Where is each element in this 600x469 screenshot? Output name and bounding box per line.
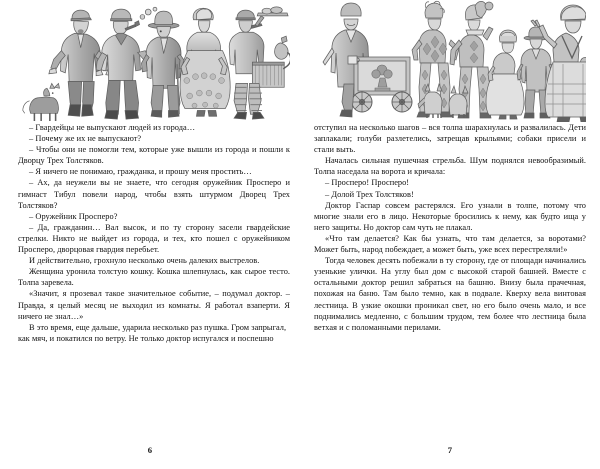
paragraph: «Значит, я прозевал такое значительное событие, – подумал доктор. – Правда, я целый месяц не выходил из комнаты. Я работал взаперти. Я ничего не знал…» (18, 289, 290, 321)
left-page-text (18, 122, 290, 344)
figure-vendor-with-tray (229, 7, 290, 119)
paragraph: – Чтобы они не помогли тем, которые уже вышли из города и пошли к Дворцу Трех Толстяков. (18, 145, 290, 166)
figure-cart-vendor (323, 3, 412, 117)
cat-figure (23, 83, 60, 121)
paragraph: – Гвардейцы не выпускают людей из города… (29, 123, 196, 132)
paragraph: – Ах, да неужели вы не знаете, что сегодня оружейник Просперо и гимнаст Тибул повели народ, чтобы взять штурмом Дворец Трех Толстяков? (18, 178, 290, 210)
paragraph: – Почему же их не выпускают? (29, 134, 142, 144)
figure-gentleman-with-cane (141, 11, 184, 117)
paragraph: Тогда человек десять побежали в ту сторону, где от площади начинались узенькие улички. На углу был дом с высокой старой башней. Вместе с остальными доктор решил забраться на башню. Внизу была прачечная, похожая на баню. Там было темно, как в подвале. Кверху вела винтовая лестница. В узкие окошки проникал свет, но его было очень мало, и все поднимались медленно, с большим трудом, тем более что лестница была ветхая и с поломанными перилами. (314, 256, 586, 332)
paragraph: – Да, гражданин… Вал высок, и по ту сторону засели гвардейские стрелки. Никто не выйдет из города, и тех, кто пошел с оружейником Просперо, дворцовая гвардия перебьет. (18, 222, 290, 255)
paragraph: – Я ничего не понимаю, гражданка, и прошу меня простить… (29, 167, 252, 177)
paragraph: – Оружейник Просперо? (29, 211, 118, 221)
page-number-left: 6 (147, 445, 153, 455)
paragraph: Доктор Гаспар совсем растерялся. Его узнали в толпе, потому что многие знали его в лицо. Некоторые бросились к нему, как будто ища у него защиты. Но доктор сам чуть не плакал. (314, 200, 586, 232)
paragraph: отступил на несколько шагов – вся толпа шарахнулась и развалилась. Дети заплакали; голуби разлетелись, затрещав крыльями; собаки присели и стали выть. (314, 123, 586, 155)
paragraph: «Что там делается? Как бы узнать, что там делается, за воротами? Может быть, народ побеждает, а может быть, уже всех перестреляли!» (314, 233, 586, 255)
paragraph: – Просперо! Просперо! (325, 178, 410, 188)
street-performers-illustration (314, 0, 586, 122)
paragraph: В это время, еще дальше, ударила несколько раз пушка. Гром запрыгал, как мяч, и покатился по ветру. Не только доктор испугался и поспешно (18, 322, 287, 343)
paragraph: Женщина уронила толстую кошку. Кошка шлепнулась, как сырое тесто. Толпа заревела. (18, 267, 290, 288)
paragraph: – Долой Трех Толстяков! (325, 189, 414, 199)
paragraph: И действительно, грохнуло несколько очень далеких выстрелов. (29, 256, 260, 266)
figure-stout-lady (180, 8, 230, 116)
page-number-right: 7 (447, 445, 453, 455)
right-page-text (314, 122, 586, 333)
paragraph: Началась сильная пушечная стрельба. Шум поднялся невообразимый. Толпа наседала на ворота и кричала: (314, 156, 586, 177)
crowd-of-townspeople-illustration (18, 0, 290, 122)
right-page (300, 0, 600, 469)
